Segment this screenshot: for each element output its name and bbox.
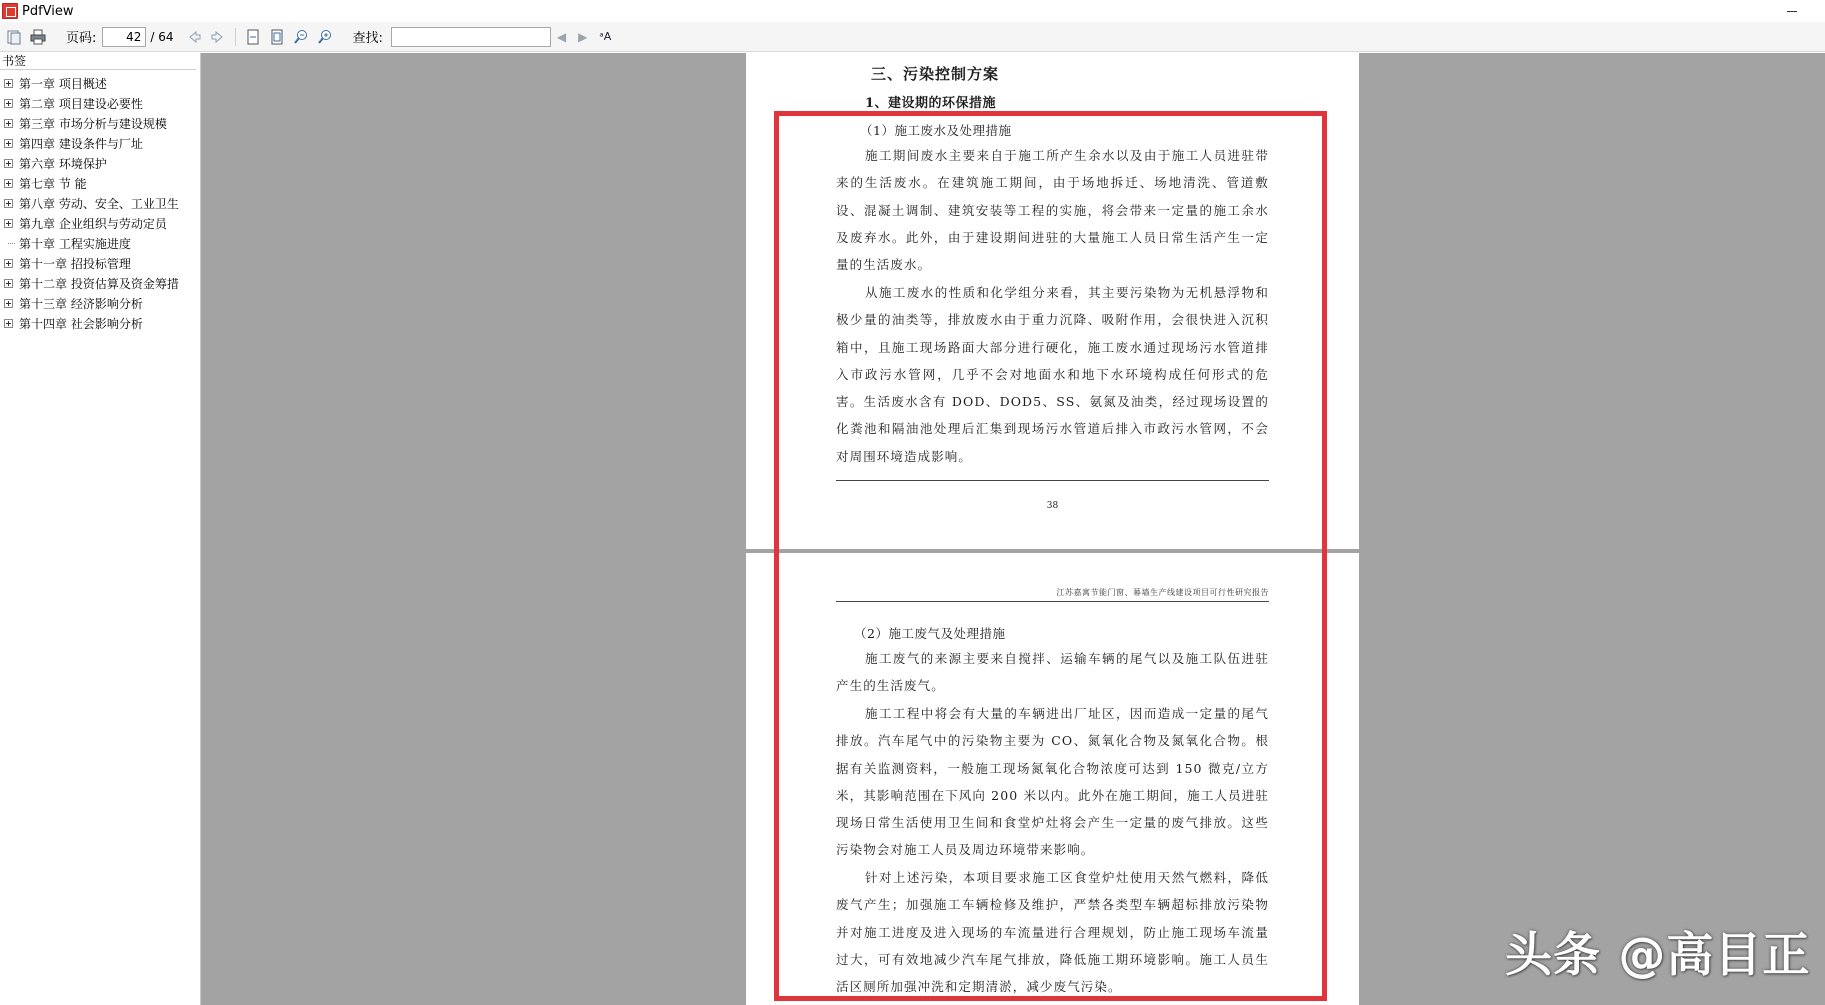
zoom-in-icon[interactable]	[316, 28, 334, 46]
print-icon[interactable]	[29, 28, 47, 46]
page-label: 页码:	[66, 31, 97, 46]
block-heading: （1）施工废水及处理措施	[860, 123, 1012, 138]
search-next-icon[interactable]: ▶	[578, 29, 588, 44]
page-number-input[interactable]	[102, 27, 146, 47]
bookmark-item[interactable]	[0, 253, 200, 273]
zoom-out-icon[interactable]	[292, 28, 310, 46]
total-pages: / 64	[150, 29, 174, 44]
expand-icon[interactable]	[4, 119, 13, 128]
bookmark-label[interactable]: 第七章 节 能	[19, 176, 87, 191]
bookmark-label[interactable]: 第十四章 社会影响分析	[19, 316, 143, 331]
expand-icon[interactable]	[4, 179, 13, 188]
fit-width-icon[interactable]	[244, 28, 262, 46]
expand-icon[interactable]	[4, 279, 13, 288]
bookmark-item[interactable]	[0, 293, 200, 313]
expand-icon[interactable]	[4, 159, 13, 168]
expand-icon[interactable]	[4, 199, 13, 208]
paragraph: 施工工程中将会有大量的车辆进出厂址区，因而造成一定量的尾气排放。汽车尾气中的污染物主要为 CO、氮氧化合物及氮氧化合物。根据有关监测资料，一般施工现场氮氧化合物浓度可达到 150 微克/立方米，其影响范围在下风向 200 米以内。此外在施工期间，施工人员进驻现场日常生活使用卫生间和食堂炉灶将会产生一定量的废气排放。这些污染物会对施工人员及周边环境带来影响。	[836, 706, 1269, 858]
bookmark-item[interactable]	[0, 113, 200, 133]
watermark: 头条 @高目正	[1505, 928, 1811, 983]
bookmark-label[interactable]: 第十章 工程实施进度	[19, 236, 131, 251]
bookmark-item[interactable]	[0, 173, 200, 193]
search-input[interactable]	[391, 27, 551, 47]
bookmark-label[interactable]: 第四章 建设条件与厂址	[19, 136, 143, 151]
bookmark-item[interactable]	[0, 193, 200, 213]
paragraph: 从施工废水的性质和化学组分来看，其主要污染物为无机悬浮物和极少量的油类等，排放废水由于重力沉降、吸附作用，会很快进入沉积箱中，且施工现场路面大部分进行硬化，施工废水通过现场污水管道排入市政污水管网，几乎不会对地面水和地下水环境构成任何形式的危害。生活废水含有 DOD、DOD5、SS、氨氮及油类，经过现场设置的化粪池和隔油池处理后汇集到现场污水管道后排入市政污水管网，不会对周围环境造成影响。	[836, 285, 1269, 464]
bookmark-label[interactable]: 第八章 劳动、安全、工业卫生	[19, 196, 179, 211]
search-prev-icon[interactable]: ◀	[556, 29, 567, 44]
pdf-app-icon	[2, 3, 18, 19]
prev-page-icon[interactable]	[185, 28, 203, 46]
expand-icon[interactable]	[4, 259, 13, 268]
page-number: 38	[1046, 501, 1059, 511]
bookmark-label[interactable]: 第十三章 经济影响分析	[19, 296, 143, 311]
toolbar	[0, 22, 1825, 52]
bookmark-item[interactable]	[0, 233, 200, 253]
bookmark-panel-title: 书签	[0, 53, 196, 70]
bookmark-item[interactable]	[0, 153, 200, 173]
header-rule	[836, 601, 1269, 602]
window-title: PdfView	[22, 3, 74, 19]
expand-icon[interactable]	[4, 139, 13, 148]
expand-icon[interactable]	[4, 99, 13, 108]
paragraph: 针对上述污染，本项目要求施工区食堂炉灶使用天然气燃料，降低废气产生；加强施工车辆检修及维护，严禁各类型车辆超标排放污染物并对施工进度及进入现场的车流量进行合理规划，防止施工现场车流量过大，可有效地减少汽车尾气排放，降低施工期环境影响。施工人员生活区厕所加强冲洗和定期清淤，减少废气污染。	[836, 870, 1269, 995]
bookmark-item[interactable]	[0, 133, 200, 153]
font-icon[interactable]: ᵃA	[599, 30, 612, 43]
bookmark-item[interactable]	[0, 93, 200, 113]
document-page	[746, 553, 1359, 1005]
subsection-title: 1、建设期的环保措施	[865, 96, 997, 111]
fit-page-icon[interactable]	[268, 28, 286, 46]
bookmark-panel	[0, 53, 201, 1005]
expand-icon[interactable]	[4, 219, 13, 228]
document-page	[746, 53, 1359, 549]
bookmark-label[interactable]: 第一章 项目概述	[19, 76, 107, 91]
next-page-icon[interactable]	[209, 28, 227, 46]
title-bar	[0, 0, 1825, 22]
footer-rule	[836, 480, 1269, 481]
expand-icon[interactable]	[4, 79, 13, 88]
bookmark-label[interactable]: 第九章 企业组织与劳动定员	[19, 216, 167, 231]
expand-icon[interactable]	[4, 319, 13, 328]
tree-leaf-line	[4, 239, 13, 248]
bookmark-item[interactable]	[0, 273, 200, 293]
bookmark-label[interactable]: 第二章 项目建设必要性	[19, 96, 143, 111]
search-label: 查找:	[352, 31, 383, 46]
open-icon[interactable]	[5, 28, 23, 46]
running-header: 江苏嘉寓节能门窗、幕墙生产线建设项目可行性研究报告	[1056, 588, 1269, 597]
document-viewer[interactable]	[201, 53, 1825, 1005]
bookmark-item[interactable]	[0, 73, 200, 93]
bookmark-tree	[0, 73, 200, 333]
toolbar-separator	[235, 28, 236, 46]
section-title: 三、污染控制方案	[871, 65, 1000, 83]
paragraph: 施工期间废水主要来自于施工所产生余水以及由于施工人员进驻带来的生活废水。在建筑施工期间，由于场地拆迁、场地清洗、管道敷设、混凝土调制、建筑安装等工程的实施，将会带来一定量的施工余水及废弃水。此外，由于建设期间进驻的大量施工人员日常生活产生一定量的生活废水。	[836, 148, 1269, 273]
paragraph: 施工废气的来源主要来自搅拌、运输车辆的尾气以及施工队伍进驻产生的生活废气。	[836, 651, 1269, 694]
bookmark-item[interactable]	[0, 313, 200, 333]
block-heading: （2）施工废气及处理措施	[854, 626, 1006, 641]
bookmark-label[interactable]: 第十一章 招投标管理	[19, 256, 131, 271]
minimize-icon[interactable]	[1785, 4, 1799, 18]
expand-icon[interactable]	[4, 299, 13, 308]
bookmark-label[interactable]: 第六章 环境保护	[19, 156, 107, 171]
bookmark-item[interactable]	[0, 213, 200, 233]
bookmark-label[interactable]: 第十二章 投资估算及资金筹措	[19, 276, 179, 291]
bookmark-label[interactable]: 第三章 市场分析与建设规模	[19, 116, 167, 131]
